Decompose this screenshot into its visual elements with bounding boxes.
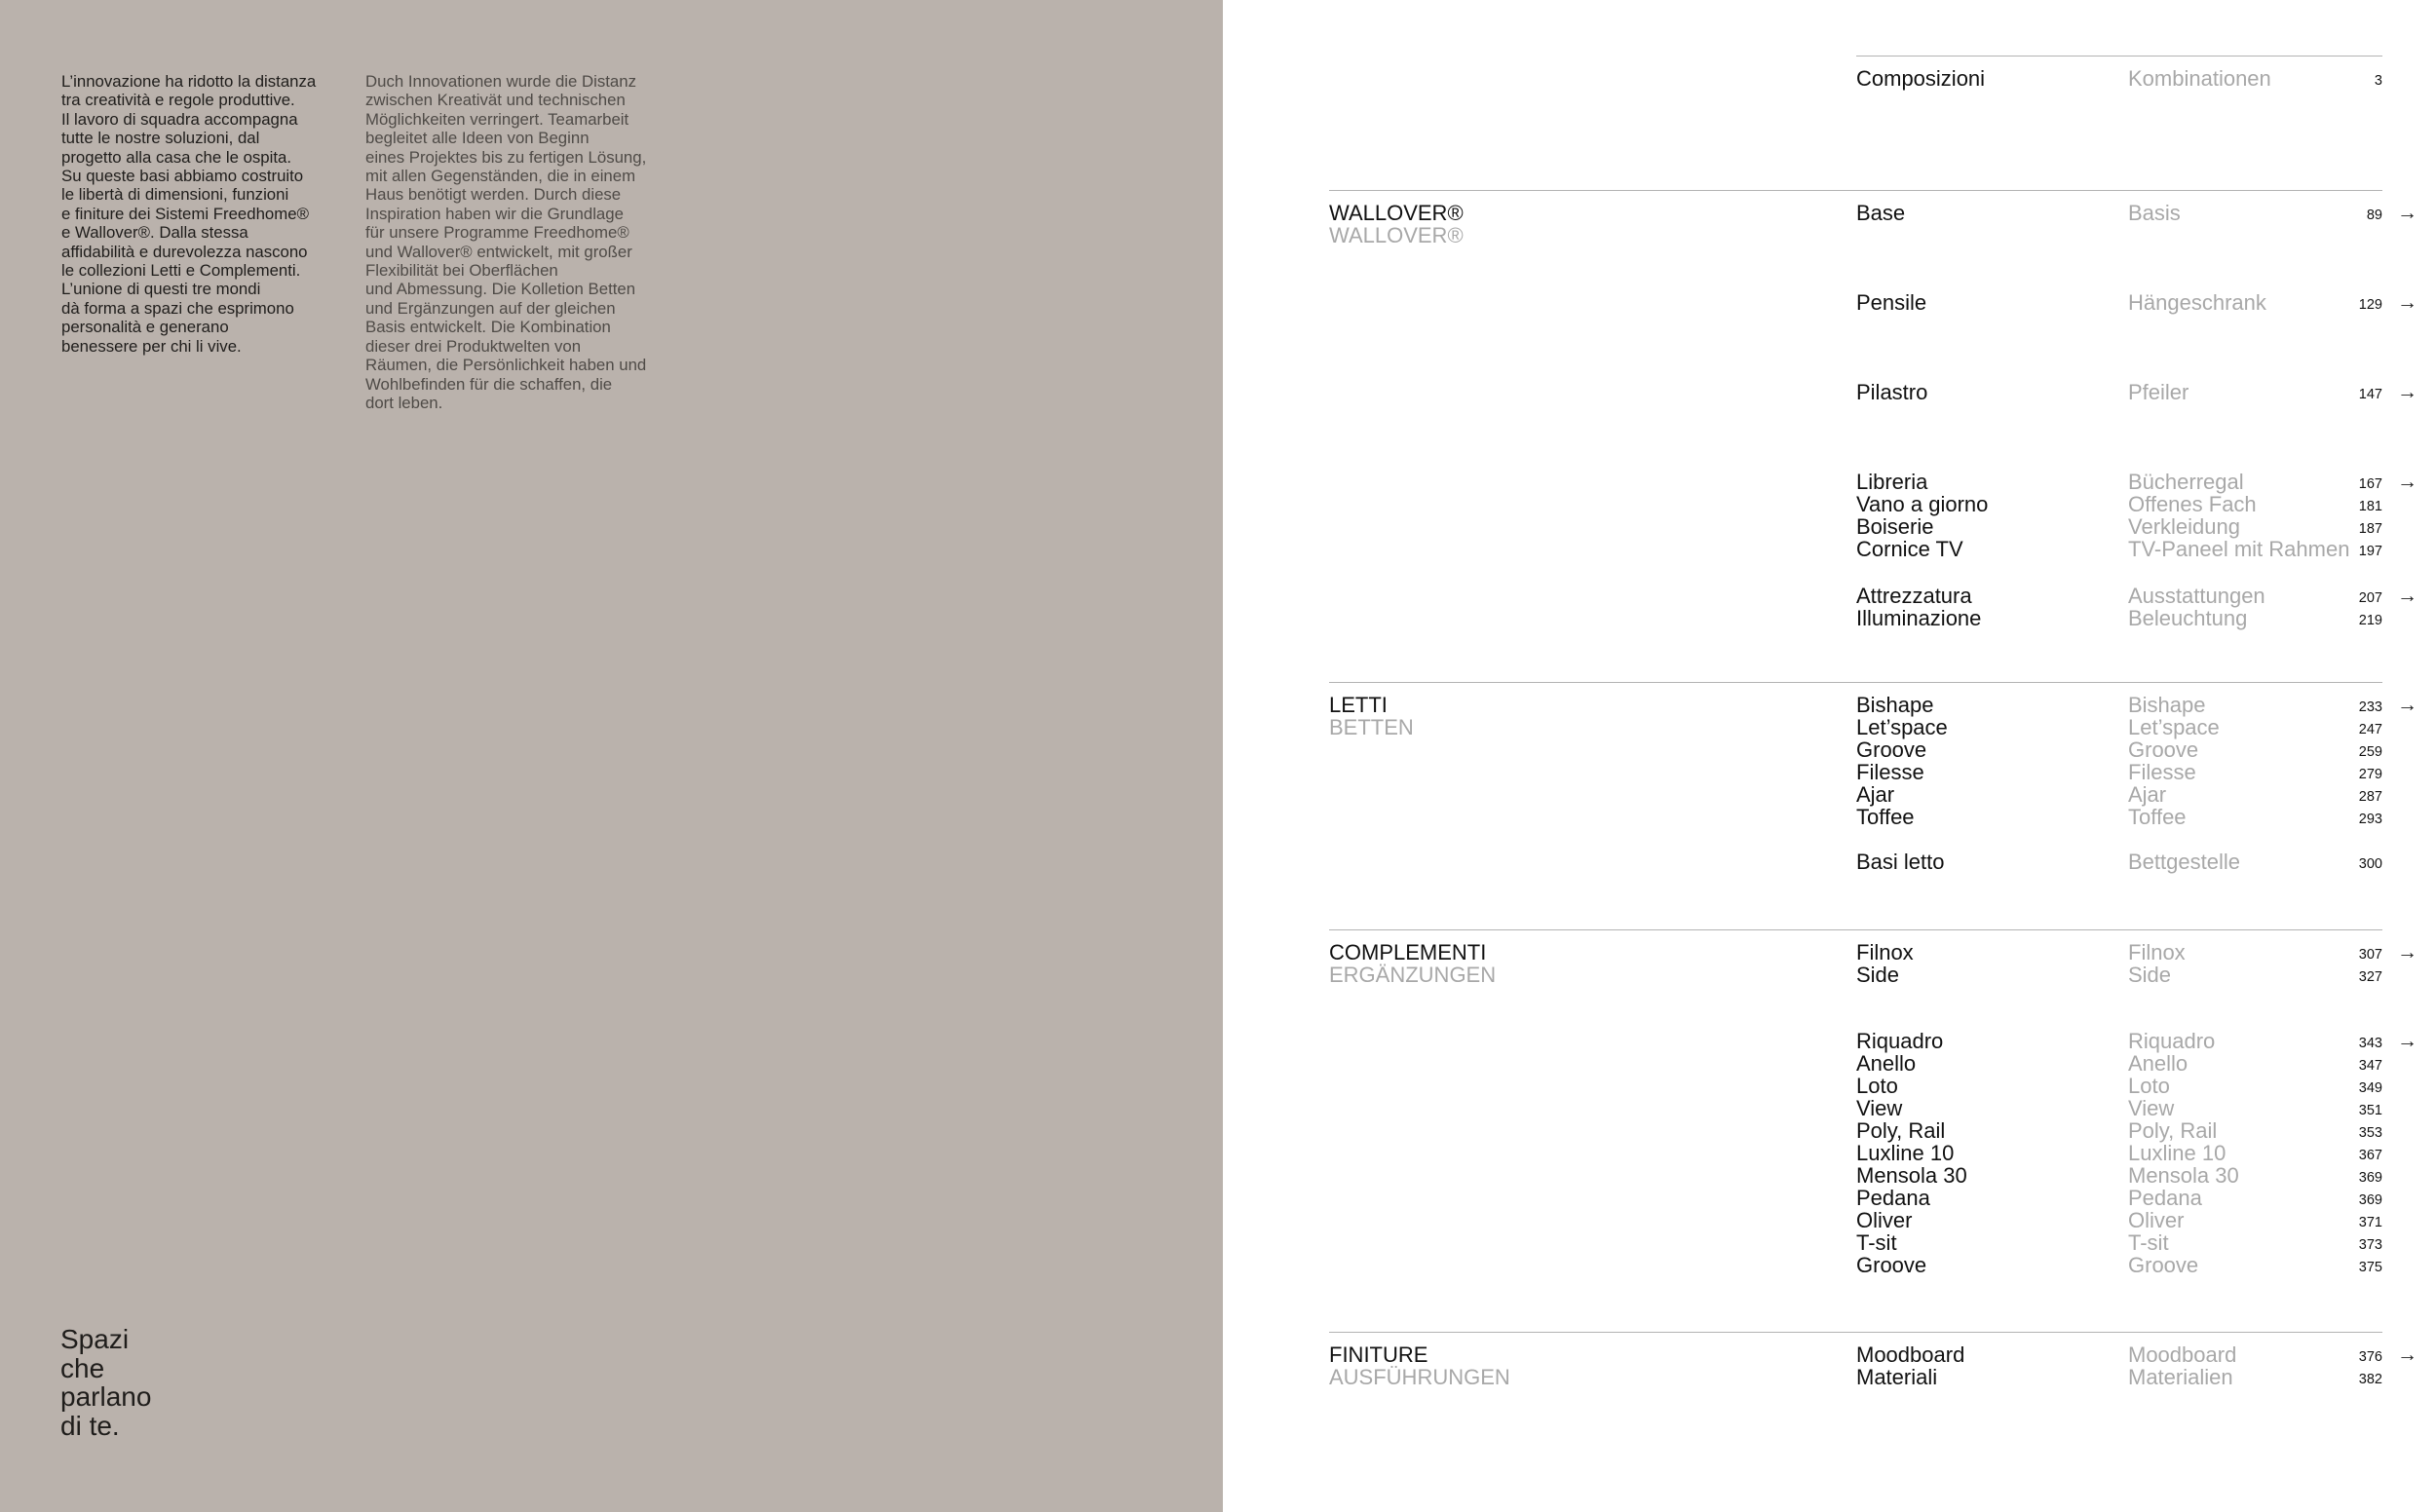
toc-entry[interactable] [1856, 1164, 2412, 1187]
entry-name-german: Offenes Fach [2128, 492, 2257, 516]
page-number: 349 [2358, 1080, 2382, 1096]
page-number: 307 [2358, 947, 2382, 963]
entry-name-italian: Attrezzatura [1856, 584, 1972, 608]
toc-entry[interactable] [1856, 1119, 2412, 1142]
toc-entry[interactable] [1856, 806, 2412, 828]
entry-name-german: Bücherregal [2128, 470, 2244, 494]
entry-name-italian: Groove [1856, 737, 1927, 762]
toc-entry[interactable] [1856, 716, 2412, 738]
page-number: 89 [2366, 208, 2382, 223]
intro-german: Duch Innovationen wurde die Distanz zwischen Kreativät und technischen Möglichkeiten verringert. Teamarbeit begleitet alle Ideen von Beginn eines Projektes bis zu fertigen Lösung, mit allen Gegenständen, die in einem Haus benötigt werden. Durch diese Inspiration haben wir die Grundlage für unsere Programme Freedhome® und Wallover® entwickelt, mit großer Flexibilität bei Oberflächen und Abmessung. Die Kolletion Betten und Ergänzungen auf der gleichen Basis entwickelt. Die Kombination dieser drei Produktwelten von Räumen, die Persönlichkeit haben und Wohlbefinden für die schaffen, die dort leben. [365, 72, 647, 412]
page-number: 167 [2358, 476, 2382, 492]
page-number: 327 [2358, 969, 2382, 985]
entry-name-italian: Boiserie [1856, 514, 1934, 539]
page-number: 343 [2358, 1036, 2382, 1051]
entry-name-german: Pedana [2128, 1186, 2202, 1210]
page-number: 382 [2358, 1372, 2382, 1387]
arrow-right-icon[interactable]: → [2397, 585, 2417, 607]
arrow-right-icon[interactable]: → [2397, 941, 2417, 964]
arrow-right-icon[interactable]: → [2397, 291, 2417, 314]
page-number: 369 [2358, 1170, 2382, 1186]
toc-entry[interactable] [1856, 470, 2417, 494]
page-number: 373 [2358, 1237, 2382, 1253]
entry-name-italian: Filesse [1856, 760, 1924, 784]
entry-name-italian: Anello [1856, 1051, 1917, 1076]
toc-entry[interactable] [1856, 515, 2412, 538]
arrow-right-icon[interactable]: → [2397, 694, 2417, 716]
entry-name-italian: Materiali [1856, 1365, 1938, 1389]
entry-name-italian: Oliver [1856, 1208, 1913, 1232]
toc-entry[interactable] [1856, 1231, 2412, 1254]
entry-name-german: Side [2128, 963, 2172, 987]
section-divider [1329, 929, 2382, 930]
page-number: 207 [2358, 590, 2382, 606]
intro-italian: L’innovazione ha ridotto la distanza tra creatività e regole produttive. Il lavoro di squadra accompagna tutte le nostre soluzioni, dal progetto alla casa che le ospita. Su queste basi abbiamo costruito le libertà di dimensioni, funzioni e finiture dei Sistemi Freedhome® e Wallover®. Dalla stessa affidabilità e durevolezza nascono le collezioni Letti e Complementi. L’unione di questi tre mondi dà forma a spazi che esprimono personalità e generano benessere per chi li vive. [61, 72, 317, 356]
entry-name-italian: Groove [1856, 1253, 1927, 1277]
entry-name-german: Luxline 10 [2128, 1141, 2227, 1165]
page-number: 375 [2358, 1260, 2382, 1275]
tagline: Spazi che parlano di te. [60, 1324, 152, 1441]
entry-name-italian: Cornice TV [1856, 537, 1963, 561]
toc-entry[interactable] [1856, 1052, 2412, 1075]
section-title-german: ERGÄNZUNGEN [1329, 963, 1497, 987]
entry-name-german: Bettgestelle [2128, 850, 2240, 874]
section-title-german: AUSFÜHRUNGEN [1329, 1365, 1510, 1389]
toc-entry[interactable] [1856, 1142, 2412, 1164]
page-number: 247 [2358, 722, 2382, 737]
entry-name-italian: Filnox [1856, 940, 1914, 964]
page-number: 351 [2358, 1103, 2382, 1118]
entry-name-german: Ausstattungen [2128, 584, 2265, 608]
entry-name-german: T-sit [2128, 1230, 2169, 1255]
toc-entry[interactable] [1856, 538, 2412, 560]
toc-entry[interactable] [1856, 783, 2412, 806]
page-number: 129 [2358, 297, 2382, 313]
arrow-right-icon[interactable]: → [2397, 471, 2417, 493]
entry-name-italian: View [1856, 1096, 1903, 1120]
entry-name-italian: Side [1856, 963, 1900, 987]
toc-entry[interactable] [1856, 607, 2412, 629]
page-number: 287 [2358, 789, 2382, 805]
entry-name-german: Let’space [2128, 715, 2220, 739]
entry-name-german: Bishape [2128, 693, 2206, 717]
page-number: 371 [2358, 1215, 2382, 1230]
arrow-right-icon[interactable]: → [2397, 202, 2417, 224]
entry-name-german: Pfeiler [2128, 380, 2189, 404]
entry-name-italian: Let’space [1856, 715, 1948, 739]
entry-name-german: Anello [2128, 1051, 2189, 1076]
entry-name-italian: Composizioni [1856, 66, 1986, 91]
page-number: 147 [2358, 387, 2382, 402]
entry-name-german: Loto [2128, 1074, 2170, 1098]
toc-entry[interactable] [1856, 584, 2417, 608]
entry-name-german: TV-Paneel mit Rahmen [2128, 537, 2350, 561]
entry-name-german: Groove [2128, 737, 2199, 762]
arrow-right-icon[interactable]: → [2397, 1343, 2417, 1366]
entry-name-italian: Loto [1856, 1074, 1898, 1098]
toc-entry[interactable] [1856, 380, 2417, 404]
entry-name-german: Kombinationen [2128, 66, 2271, 91]
entry-name-german: Materialien [2128, 1365, 2233, 1389]
page-number: 353 [2358, 1125, 2382, 1141]
arrow-right-icon[interactable]: → [2397, 381, 2417, 403]
entry-name-italian: Base [1856, 201, 1906, 225]
entry-name-italian: Pilastro [1856, 380, 1928, 404]
entry-name-italian: Luxline 10 [1856, 1141, 1955, 1165]
toc-entry[interactable] [1856, 964, 2412, 986]
entry-name-italian: Pedana [1856, 1186, 1930, 1210]
toc-entry[interactable] [1856, 1187, 2412, 1209]
section-divider [1329, 1332, 2382, 1333]
entry-name-italian: Vano a giorno [1856, 492, 1989, 516]
page-number: 187 [2358, 521, 2382, 537]
toc-entry[interactable] [1856, 693, 2417, 717]
toc-entry[interactable] [1856, 201, 2417, 225]
toc-entry[interactable] [1856, 761, 2412, 783]
page-number: 279 [2358, 767, 2382, 782]
section-title-italian: FINITURE [1329, 1342, 1428, 1367]
entry-name-german: Poly, Rail [2128, 1118, 2218, 1143]
page-number: 259 [2358, 744, 2382, 760]
page-number: 369 [2358, 1192, 2382, 1208]
entry-name-italian: Libreria [1856, 470, 1928, 494]
section-title-italian: WALLOVER® [1329, 201, 1464, 225]
entry-name-italian: T-sit [1856, 1230, 1897, 1255]
section-title-italian: COMPLEMENTI [1329, 940, 1487, 964]
section-title-german: BETTEN [1329, 715, 1414, 739]
entry-name-german: Hängeschrank [2128, 290, 2266, 315]
entry-name-german: Groove [2128, 1253, 2199, 1277]
toc-entry[interactable] [1856, 1254, 2412, 1276]
entry-name-italian: Pensile [1856, 290, 1927, 315]
entry-name-german: Mensola 30 [2128, 1163, 2239, 1188]
toc-entry[interactable] [1856, 1209, 2412, 1231]
entry-name-german: Filesse [2128, 760, 2196, 784]
entry-name-italian: Ajar [1856, 782, 1895, 807]
section-divider [1329, 190, 2382, 191]
entry-name-german: Beleuchtung [2128, 606, 2248, 630]
entry-name-german: Filnox [2128, 940, 2186, 964]
page-number: 293 [2358, 812, 2382, 827]
section-divider [1856, 56, 2382, 57]
entry-name-italian: Basi letto [1856, 850, 1945, 874]
toc-entry[interactable] [1856, 290, 2417, 315]
entry-name-italian: Toffee [1856, 805, 1915, 829]
toc-entry[interactable] [1856, 1029, 2417, 1053]
entry-name-italian: Poly, Rail [1856, 1118, 1946, 1143]
page-number: 347 [2358, 1058, 2382, 1074]
page-number: 300 [2358, 856, 2382, 872]
page-number: 3 [2374, 73, 2382, 89]
entry-name-italian: Illuminazione [1856, 606, 1982, 630]
section-title-italian: LETTI [1329, 693, 1388, 717]
arrow-right-icon[interactable]: → [2397, 1030, 2417, 1052]
toc-entry[interactable] [1856, 1366, 2412, 1388]
toc-entry[interactable] [1856, 1075, 2412, 1097]
entry-name-german: Riquadro [2128, 1029, 2216, 1053]
entry-name-german: Toffee [2128, 805, 2187, 829]
toc-entry[interactable] [1856, 738, 2412, 761]
entry-name-german: Moodboard [2128, 1342, 2237, 1367]
section-divider [1329, 682, 2382, 683]
entry-name-italian: Moodboard [1856, 1342, 1965, 1367]
page-number: 233 [2358, 699, 2382, 715]
page-number: 376 [2358, 1349, 2382, 1365]
entry-name-german: Oliver [2128, 1208, 2185, 1232]
toc-entry[interactable] [1856, 940, 2417, 964]
entry-name-italian: Riquadro [1856, 1029, 1944, 1053]
toc-entry[interactable] [1856, 850, 2412, 873]
toc-entry[interactable] [1856, 1097, 2412, 1119]
entry-name-german: Verkleidung [2128, 514, 2240, 539]
page-number: 367 [2358, 1148, 2382, 1163]
entry-name-german: Basis [2128, 201, 2181, 225]
page-number: 181 [2358, 499, 2382, 514]
entry-name-italian: Mensola 30 [1856, 1163, 1967, 1188]
section-title-german: WALLOVER® [1329, 223, 1464, 247]
entry-name-italian: Bishape [1856, 693, 1934, 717]
entry-name-german: View [2128, 1096, 2175, 1120]
page-number: 219 [2358, 613, 2382, 628]
page-number: 197 [2358, 544, 2382, 559]
toc-entry[interactable] [1856, 493, 2412, 515]
toc-entry[interactable] [1856, 1342, 2417, 1367]
toc-entry[interactable] [1856, 67, 2412, 90]
entry-name-german: Ajar [2128, 782, 2167, 807]
